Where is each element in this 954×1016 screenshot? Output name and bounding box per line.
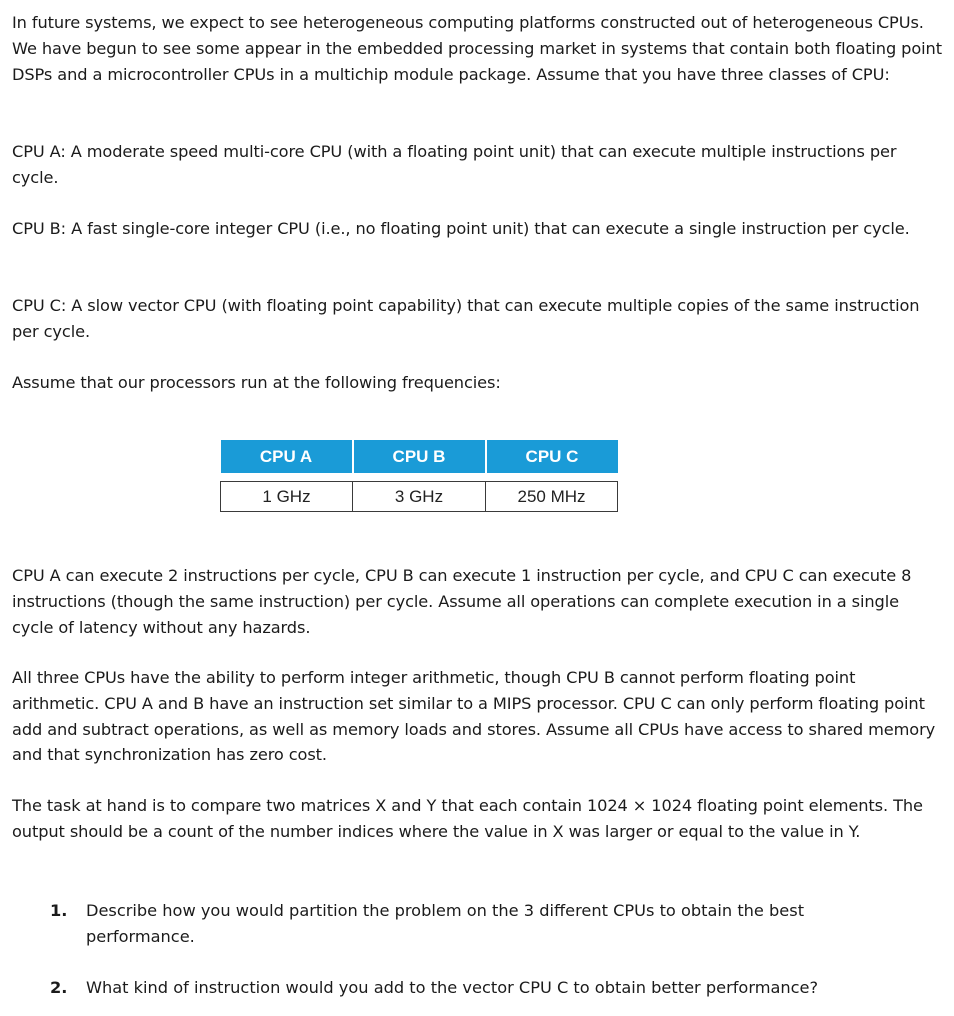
cpu-b-description: CPU B: A fast single-core integer CPU (i.e., no floating point unit) that can execute a single instruction per cycle. bbox=[12, 219, 910, 238]
header-cpu-b: CPU B bbox=[353, 440, 486, 473]
task-paragraph: The task at hand is to compare two matrices X and Y that each contain 1024 × 1024 floating point elements. The output should be a count of the number indices where the value in X was larger or equal to the value in Y. bbox=[12, 796, 923, 841]
question-number: 1. bbox=[50, 901, 68, 920]
ipc-paragraph: CPU A can execute 2 instructions per cycle, CPU B can execute 1 instruction per cycle, and CPU C can execute 8 instructions (though the same instruction) per cycle. Assume all operations can complete execution in a single cycle of latency without any hazards. bbox=[12, 566, 912, 637]
question-item bbox=[50, 898, 910, 950]
question-text: Describe how you would partition the problem on the 3 different CPUs to obtain the best performance. bbox=[86, 901, 805, 946]
frequency-table bbox=[220, 440, 618, 512]
question-text: What kind of instruction would you add to the vector CPU C to obtain better performance? bbox=[86, 977, 819, 997]
cpu-a-description: CPU A: A moderate speed multi-core CPU (with a floating point unit) that can execute multiple instructions per cycle. bbox=[12, 142, 897, 187]
question-number: 2. bbox=[50, 977, 68, 997]
intro-paragraph: In future systems, we expect to see heterogeneous computing platforms constructed out of heterogeneous CPUs. We have begun to see some appear in the embedded processing market in systems that contain both floating point DSPs and a microcontroller CPUs in a multichip module package. Assume that you have three classes of CPU: bbox=[12, 13, 942, 84]
freq-cpu-b: 3 GHz bbox=[353, 482, 486, 512]
freq-cpu-a: 1 GHz bbox=[221, 482, 353, 512]
frequency-table-header-row bbox=[221, 440, 618, 473]
header-cpu-a: CPU A bbox=[221, 440, 353, 473]
frequency-intro: Assume that our processors run at the following frequencies: bbox=[12, 373, 501, 392]
arithmetic-paragraph: All three CPUs have the ability to perform integer arithmetic, though CPU B cannot perform floating point arithmetic. CPU A and B have an instruction set similar to a MIPS processor. CPU C can only perform floating point add and subtract operations, as well as memory loads and stores. Assume all CPUs have access to shared memory and that synchronization has zero cost. bbox=[12, 668, 936, 765]
question-item bbox=[50, 975, 910, 1001]
cpu-c-description: CPU C: A slow vector CPU (with floating point capability) that can execute multiple copies of the same instruction per cycle. bbox=[12, 296, 920, 341]
header-cpu-c: CPU C bbox=[486, 440, 618, 473]
question-list bbox=[50, 898, 910, 1000]
freq-cpu-c: 250 MHz bbox=[486, 482, 618, 512]
frequency-table-value-row bbox=[221, 482, 618, 512]
